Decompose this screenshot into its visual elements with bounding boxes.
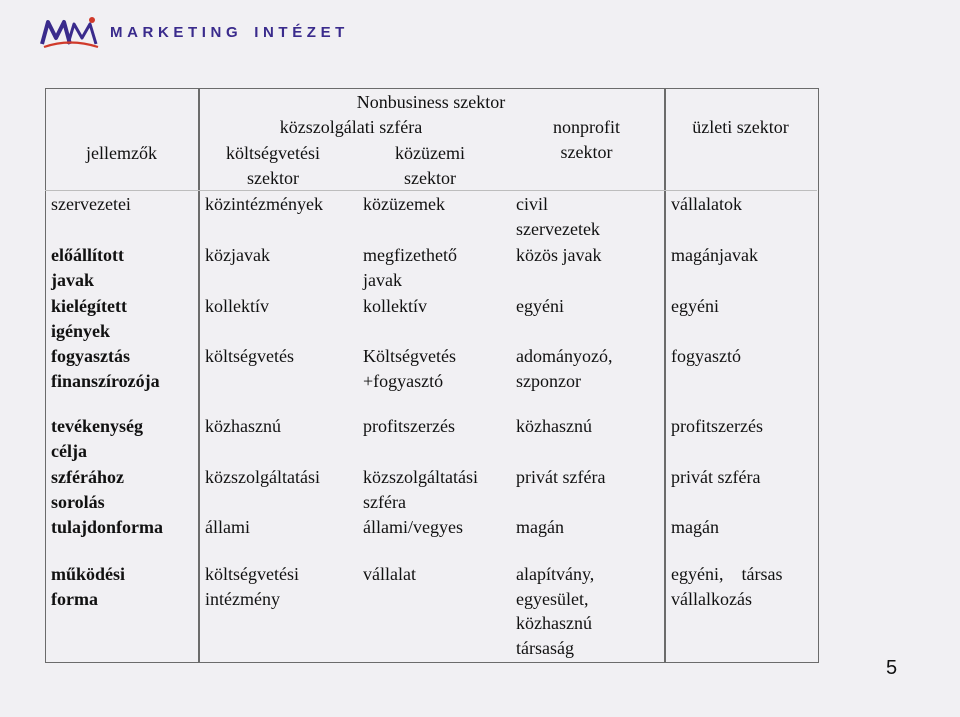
row-label-kielegitett-igenyek bbox=[51, 294, 127, 343]
cell-line: privát szféra bbox=[516, 467, 606, 487]
cell bbox=[516, 192, 600, 241]
row-label-line: igények bbox=[51, 320, 111, 341]
cell-line: állami bbox=[205, 517, 250, 537]
cell bbox=[205, 562, 299, 611]
cell-line: privát szféra bbox=[671, 467, 761, 487]
cell-line: megfizethető bbox=[363, 245, 457, 265]
cell-line: intézmény bbox=[205, 588, 280, 609]
cell bbox=[205, 414, 281, 439]
cell bbox=[516, 344, 612, 393]
row-label-line: célja bbox=[51, 440, 87, 461]
kozuzemi-line-1: közüzemi bbox=[395, 143, 465, 163]
cell bbox=[363, 192, 445, 217]
cell-line: közszolgáltatási bbox=[205, 467, 320, 487]
cell-line: egyéni bbox=[516, 296, 564, 316]
cell-line: vállalatok bbox=[671, 194, 742, 214]
cell bbox=[205, 294, 269, 319]
row-label-line: tulajdonforma bbox=[51, 517, 163, 537]
cell bbox=[363, 294, 427, 319]
cell-line: vállalat bbox=[363, 564, 416, 584]
page-number: 5 bbox=[886, 657, 898, 679]
cell-line: magán bbox=[516, 517, 564, 537]
koltsegvetesi-line-2: szektor bbox=[247, 167, 299, 188]
cell bbox=[671, 414, 763, 439]
cell bbox=[363, 515, 463, 540]
row-label-line: kielégített bbox=[51, 296, 127, 316]
row-label-line: szervezetei bbox=[51, 194, 131, 214]
cell-line: profitszerzés bbox=[671, 416, 763, 436]
cell-line: vállalkozás bbox=[671, 588, 752, 609]
row-label-tulajdonforma bbox=[51, 515, 163, 540]
cell-line: +fogyasztó bbox=[363, 370, 444, 391]
cell bbox=[205, 192, 323, 217]
koltsegvetesi-header bbox=[198, 141, 348, 190]
cell-line: közjavak bbox=[205, 245, 270, 265]
logo-word-marketing: MARKETING bbox=[110, 23, 243, 41]
cell-line: közszolgáltatási bbox=[363, 467, 478, 487]
cell bbox=[671, 562, 782, 611]
uzleti-header: üzleti szektor bbox=[692, 117, 789, 137]
logo-wordmark bbox=[110, 24, 349, 41]
cell bbox=[516, 515, 564, 540]
nonbusiness-header: Nonbusiness szektor bbox=[356, 92, 506, 112]
kozuzemi-header bbox=[348, 141, 512, 190]
marketing-intezet-logo bbox=[38, 12, 349, 52]
nonprofit-line-2: szektor bbox=[560, 141, 613, 162]
cell-line: kollektív bbox=[363, 296, 427, 316]
cell-line: közhasznú bbox=[516, 416, 592, 436]
row-label-line: sorolás bbox=[51, 491, 105, 512]
cell bbox=[671, 243, 758, 268]
cell bbox=[363, 344, 456, 393]
cell-line: kollektív bbox=[205, 296, 269, 316]
cell bbox=[516, 562, 594, 660]
logo-word-intezet: INTÉZET bbox=[254, 23, 349, 41]
row-label-line: finanszírozója bbox=[51, 370, 160, 391]
mm-logo-icon bbox=[38, 14, 102, 50]
cell-line: egyesület, bbox=[516, 588, 589, 609]
row-label-line: szférához bbox=[51, 467, 124, 487]
cell bbox=[671, 294, 719, 319]
sector-comparison-table bbox=[45, 88, 819, 663]
cell-line: társaság bbox=[516, 637, 574, 658]
cell-line: Költségvetés bbox=[363, 346, 456, 366]
row-label-tevekenyseg-celja bbox=[51, 414, 143, 463]
cell bbox=[516, 465, 605, 490]
nonprofit-line-1: nonprofit bbox=[553, 117, 620, 137]
cell-line: közintézmények bbox=[205, 194, 323, 214]
cell bbox=[363, 562, 416, 587]
cell-line: civil bbox=[516, 194, 548, 214]
row-label-line: tevékenység bbox=[51, 416, 143, 436]
cell bbox=[671, 515, 719, 540]
row-label-line: működési bbox=[51, 564, 126, 584]
cell-line: egyéni bbox=[671, 296, 719, 316]
row-label-szervezetei bbox=[51, 192, 131, 217]
kozszolgalati-header: közszolgálati szféra bbox=[279, 117, 423, 137]
nonprofit-header bbox=[504, 115, 669, 164]
cell-line: adományozó, bbox=[516, 346, 613, 366]
cell-line: költségvetési bbox=[205, 564, 299, 584]
cell bbox=[516, 294, 564, 319]
cell bbox=[363, 243, 457, 292]
cell-line: szervezetek bbox=[516, 218, 600, 239]
cell bbox=[671, 344, 741, 369]
cell bbox=[205, 344, 294, 369]
cell-line: szféra bbox=[363, 491, 406, 512]
row-label-szferahoz-sorolas bbox=[51, 465, 124, 514]
row-label-line: előállított bbox=[51, 245, 124, 265]
cell-line: profitszerzés bbox=[363, 416, 455, 436]
row-label-mukodesi-forma bbox=[51, 562, 125, 611]
cell-line: közüzemek bbox=[363, 194, 445, 214]
cell-line: állami/vegyes bbox=[363, 517, 463, 537]
cell bbox=[205, 465, 320, 490]
row-label-line: forma bbox=[51, 588, 98, 609]
row-label-fogyasztas-finanszirozoja bbox=[51, 344, 160, 393]
cell bbox=[671, 192, 742, 217]
cell bbox=[516, 243, 601, 268]
cell-line: magán bbox=[671, 517, 719, 537]
row-label-line: javak bbox=[51, 269, 95, 290]
cell-line: alapítvány, bbox=[516, 564, 595, 584]
cell-line: egyéni, társas bbox=[671, 564, 783, 584]
koltsegvetesi-line-1: költségvetési bbox=[226, 143, 320, 163]
cell bbox=[205, 515, 250, 540]
cell-line: szponzor bbox=[516, 370, 581, 391]
row-label-line: fogyasztás bbox=[51, 346, 130, 366]
cell bbox=[363, 414, 455, 439]
jellemzok-header: jellemzők bbox=[86, 143, 157, 163]
cell-line: közhasznú bbox=[516, 613, 592, 633]
row-label-eloallitott-javak bbox=[51, 243, 124, 292]
cell bbox=[205, 243, 270, 268]
cell-line: fogyasztó bbox=[671, 346, 741, 366]
kozuzemi-line-2: szektor bbox=[404, 167, 456, 188]
cell bbox=[671, 465, 760, 490]
cell bbox=[516, 414, 592, 439]
cell bbox=[363, 465, 478, 514]
cell-line: költségvetés bbox=[205, 346, 294, 366]
cell-line: javak bbox=[363, 269, 402, 290]
cell-line: közös javak bbox=[516, 245, 602, 265]
cell-line: magánjavak bbox=[671, 245, 758, 265]
cell-line: közhasznú bbox=[205, 416, 281, 436]
